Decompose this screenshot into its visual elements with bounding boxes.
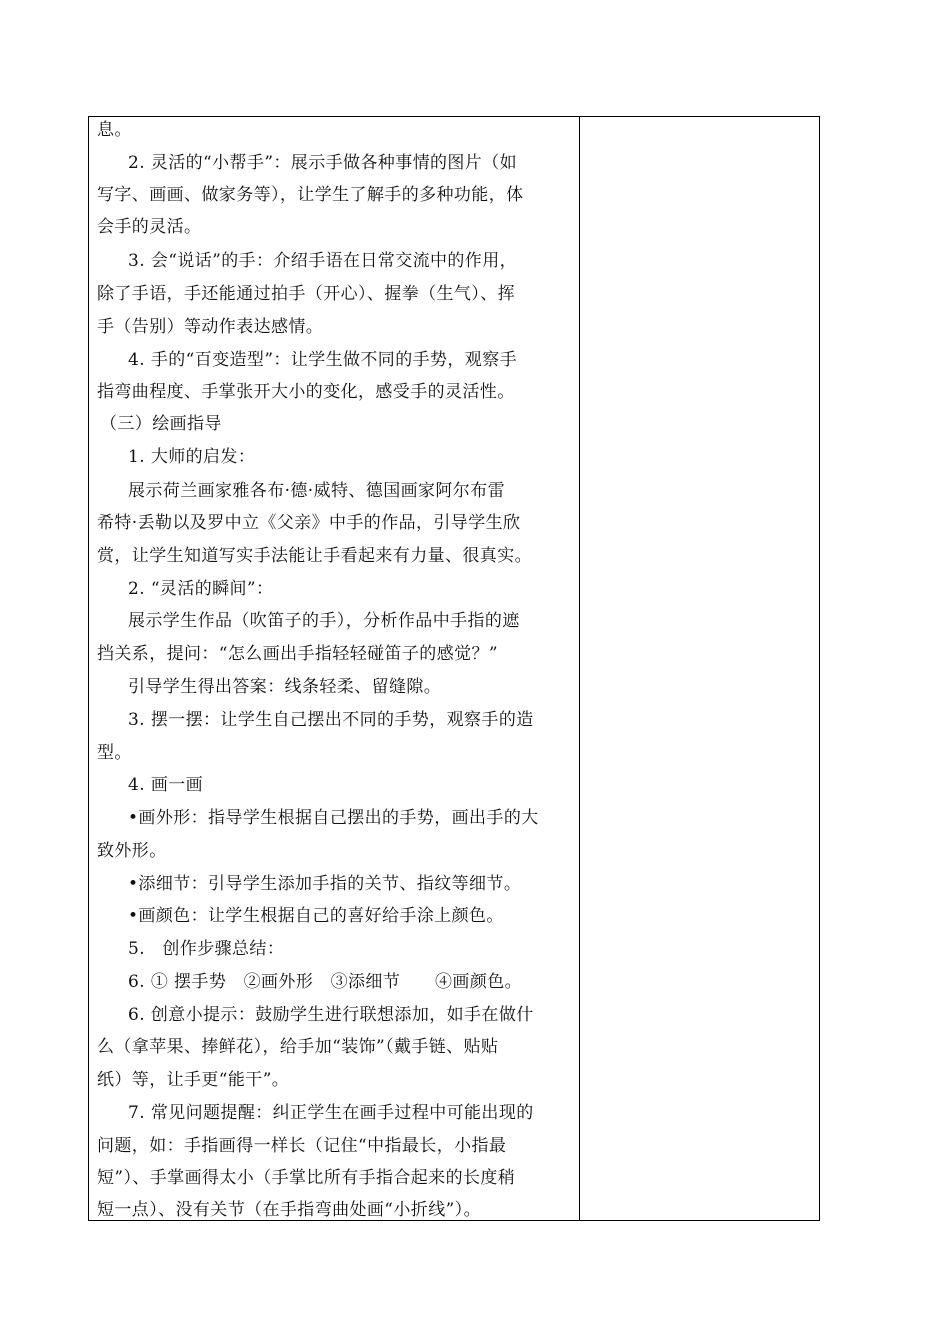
text-line: 7. 常见问题提醒：纠正学生在画手过程中可能出现的 bbox=[128, 1103, 534, 1123]
text-line: 2. 灵活的“小帮手”：展示手做各种事情的图片（如 bbox=[128, 153, 518, 173]
text-line: 4. 画一画 bbox=[128, 775, 204, 795]
text-line: 4. 手的“百变造型”：让学生做不同的手势，观察手 bbox=[128, 350, 518, 370]
text-line: •添细节：引导学生添加手指的关节、指纹等细节。 bbox=[128, 874, 522, 894]
text-line: 指弯曲程度、手掌张开大小的变化，感受手的灵活性。 bbox=[97, 382, 515, 402]
text-line: 引导学生得出答案：线条轻柔、留缝隙。 bbox=[128, 677, 442, 697]
text-line: 6. ① 摆手势 ②画外形 ③添细节 ④画颜色。 bbox=[128, 972, 523, 992]
text-line: 写字、画画、做家务等），让学生了解手的多种功能，体 bbox=[97, 185, 524, 205]
text-line: 纸）等，让手更“能干”。 bbox=[97, 1070, 290, 1090]
text-line: •画颜色：让学生根据自己的喜好给手涂上颜色。 bbox=[128, 906, 504, 926]
text-line: 1. 大师的启发： bbox=[128, 447, 256, 467]
text-line: •画外形：指导学生根据自己摆出的手势，画出手的大 bbox=[128, 808, 539, 828]
text-line: 挡关系，提问：“怎么画出手指轻轻碰笛子的感觉？” bbox=[97, 644, 498, 664]
lesson-table bbox=[88, 116, 820, 1221]
text-line: 3. 会“说话”的手：介绍手语在日常交流中的作用， bbox=[128, 251, 518, 271]
text-line: 短一点）、没有关节（在手指弯曲处画“小折线”）。 bbox=[97, 1200, 481, 1220]
text-line: 3. 摆一摆：让学生自己摆出不同的手势，观察手的造 bbox=[128, 710, 534, 730]
text-line: 赏，让学生知道写实手法能让手看起来有力量、很真实。 bbox=[97, 546, 532, 566]
text-line: 6. 创意小提示：鼓励学生进行联想添加，如手在做什 bbox=[128, 1005, 534, 1025]
text-line: 展示学生作品（吹笛子的手），分析作品中手指的遮 bbox=[128, 611, 520, 631]
text-line: 希特·丢勒以及罗中立《父亲》中手的作品，引导学生欣 bbox=[97, 513, 521, 533]
text-line: 型。 bbox=[97, 743, 132, 763]
text-line: 手（告别）等动作表达感情。 bbox=[97, 317, 324, 337]
column-divider bbox=[579, 117, 580, 1220]
text-line: 2. “灵活的瞬间”： bbox=[128, 579, 274, 599]
section-heading: （三）绘画指导 bbox=[100, 414, 222, 434]
text-line: 会手的灵活。 bbox=[97, 217, 202, 237]
text-line: 短”）、手掌画得太小（手掌比所有手指合起来的长度稍 bbox=[97, 1168, 516, 1188]
text-line: 展示荷兰画家雅各布·德·威特、德国画家阿尔布雷 bbox=[128, 481, 506, 501]
text-line: 么（拿苹果、捧鲜花），给手加“装饰”（戴手链、贴贴 bbox=[97, 1037, 499, 1057]
text-line: 除了手语，手还能通过拍手（开心）、握拳（生气）、挥 bbox=[97, 284, 515, 304]
text-line: 问题，如：手指画得一样长（记住“中指最长，小指最 bbox=[97, 1136, 507, 1156]
text-line: 致外形。 bbox=[97, 841, 167, 861]
notes-cell bbox=[581, 117, 819, 1220]
text-line: 5. 创作步骤总结： bbox=[128, 939, 285, 959]
text-line: 息。 bbox=[97, 120, 132, 140]
